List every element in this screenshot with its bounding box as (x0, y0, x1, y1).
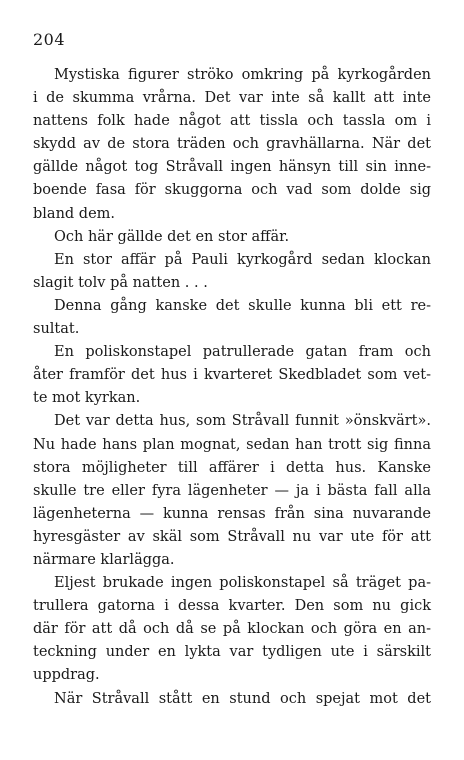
page-number: 204 (33, 30, 66, 49)
text-line: hyresgäster av skäl som Stråvall nu var ute för att (33, 528, 431, 545)
text-line: Denna gång kanske det skulle kunna bli ett re- (54, 297, 431, 314)
text-line: trullera gatorna i dessa kvarter. Den som nu gick (33, 598, 431, 615)
text-line: skydd av de stora träden och gravhällarna. När det (33, 136, 431, 153)
text-line: Och här gällde det en stor affär. (54, 228, 290, 245)
text-line: bland dem. (33, 205, 116, 222)
text-line: te mot kyrkan. (33, 390, 141, 407)
text-line: gällde något tog Stråvall ingen hänsyn till sin inne- (33, 159, 431, 176)
text-line: När Stråvall stått en stund och spejat mot det (54, 690, 431, 707)
text-line: stora möjligheter till affärer i detta hus. Kanske (33, 459, 431, 476)
text-line: slagit tolv på natten . . . (33, 274, 208, 291)
text-line: En poliskonstapel patrullerade gatan fram och (54, 344, 431, 361)
text-line: sultat. (33, 321, 80, 338)
text-line: uppdrag. (33, 667, 100, 684)
text-line: åter framför det hus i kvarteret Skedbladet som vet- (33, 367, 431, 384)
text-line: Mystiska figurer ströko omkring på kyrkogården (54, 67, 431, 83)
text-line: där för att då och då se på klockan och göra en an- (33, 621, 431, 638)
body-text (33, 64, 431, 711)
text-line: Det var detta hus, som Stråvall funnit »önskvärt». (54, 413, 431, 430)
text-line: närmare klarlägga. (33, 551, 175, 568)
text-line: En stor affär på Pauli kyrkogård sedan klockan (54, 251, 431, 268)
text-line: skulle tre eller fyra lägenheter — ja i bästa fall alla (33, 482, 431, 499)
text-line: lägenheterna — kunna rensas från sina nuvarande (33, 505, 431, 522)
text-line: i de skumma vrårna. Det var inte så kallt att inte (33, 90, 431, 107)
text-line: Nu hade hans plan mognat, sedan han trott sig finna (33, 436, 431, 453)
text-line: boende fasa för skuggorna och vad som dolde sig (33, 182, 431, 199)
text-line: nattens folk hade något att tissla och tassla om i (33, 113, 431, 130)
text-line: Eljest brukade ingen poliskonstapel så träget pa- (54, 575, 431, 592)
text-line: teckning under en lykta var tydligen ute i särskilt (33, 644, 431, 661)
